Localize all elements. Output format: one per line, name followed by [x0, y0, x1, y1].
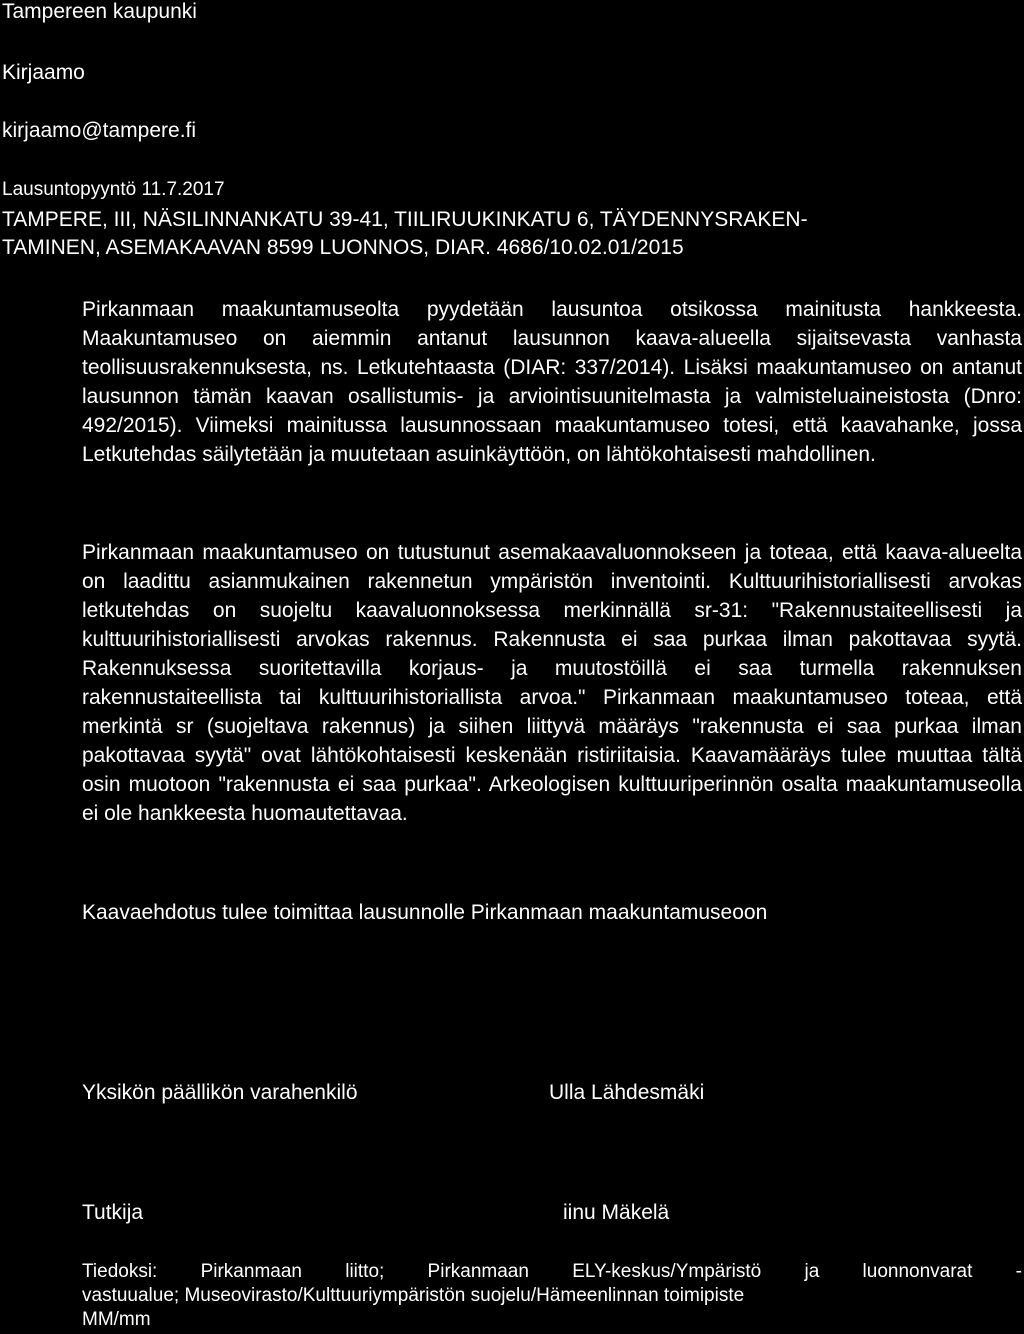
signature-role-2: Tutkija [82, 1201, 144, 1224]
request-date: Lausuntopyyntö 11.7.2017 [2, 179, 225, 200]
document-title [2, 206, 1002, 262]
initials: MM/mm [82, 1309, 151, 1330]
signature-name-2: iinu Mäkelä [563, 1201, 670, 1224]
signature-name-1: Ulla Lähdesmäki [549, 1081, 705, 1104]
body-paragraph-3: Kaavaehdotus tulee toimittaa lausunnolle Pirkanmaan maakuntamuseoon [82, 901, 768, 924]
organization-name: Tampereen kaupunki [2, 0, 197, 23]
title-line-1: TAMPERE, III, NÄSILINNANKATU 39-41, TIILIRUUKINKATU 6, TÄYDENNYSRAKEN- [2, 208, 808, 231]
body-paragraph-1: Pirkanmaan maakuntamuseolta pyydetään lausuntoa otsikossa mainitusta hankkeesta. Maakuntamuseo on aiemmin antanut lausunnon kaava-alueella sijaitsevasta vanhasta teollisuusrakennuksesta, ns. Letkutehtaasta (DIAR: 337/2014). Lisäksi maakuntamuseo on antanut lausunnon tämän kaavan osallistumis- ja arviointisuunitelmasta ja valmisteluaineistosta (Dnro: 492/2015). Viimeksi mainitussa lausunnossaan maakuntamuseo totesi, että kaavahanke, jossa Letkutehdas säilytetään ja muutetaan asuinkäyttöön, on lähtökohtaisesti mahdollinen. [82, 298, 1022, 466]
department-name: Kirjaamo [2, 61, 85, 84]
email-address: kirjaamo@tampere.fi [2, 119, 197, 142]
signature-role-1: Yksikön päällikön varahenkilö [82, 1081, 358, 1104]
distribution-footer [82, 1260, 1022, 1332]
body-paragraph-2: Pirkanmaan maakuntamuseo on tutustunut asemakaavaluonnokseen ja toteaa, että kaava-alueelta on laadittu asianmukainen rakennetun ympäristön inventointi. Kulttuurihistoriallisesti arvokas letkutehdas on suojeltu kaavaluonnoksessa merkinnällä sr-31: "Rakennustaiteellisesti ja kulttuurihistoriallisesti arvokas rakennus. Rakennusta ei saa purkaa ilman pakottavaa syytä. Rakennuksessa suoritettavilla korjaus- ja muutostöillä ei saa turmella rakennuksen rakennustaiteellista tai kulttuurihistoriallista arvoa." Pirkanmaan maakuntamuseo toteaa, että merkintä sr (suojeltava rakennus) ja siihen liittyvä määräys "rakennusta ei saa purkaa ilman pakottavaa syytä" ovat lähtökohtaisesti keskenään ristiriitaisia. Kaavamääräys tulee muuttaa tältä osin muotoon "rakennusta ei saa purkaa". Arkeologisen kulttuuriperinnön osalta maakuntamuseolla ei ole hankkeesta huomautettavaa. [82, 541, 1022, 825]
distribution-line-1: Tiedoksi: Pirkanmaan liitto; Pirkanmaan ELY-keskus/Ympäristö ja luonnonvarat - [82, 1261, 1022, 1282]
distribution-line-2: vastuualue; Museovirasto/Kulttuuriympäristön suojelu/Hämeenlinnan toimipiste [82, 1285, 745, 1306]
title-line-2: TAMINEN, ASEMAKAAVAN 8599 LUONNOS, DIAR. 4686/10.02.01/2015 [2, 236, 684, 259]
